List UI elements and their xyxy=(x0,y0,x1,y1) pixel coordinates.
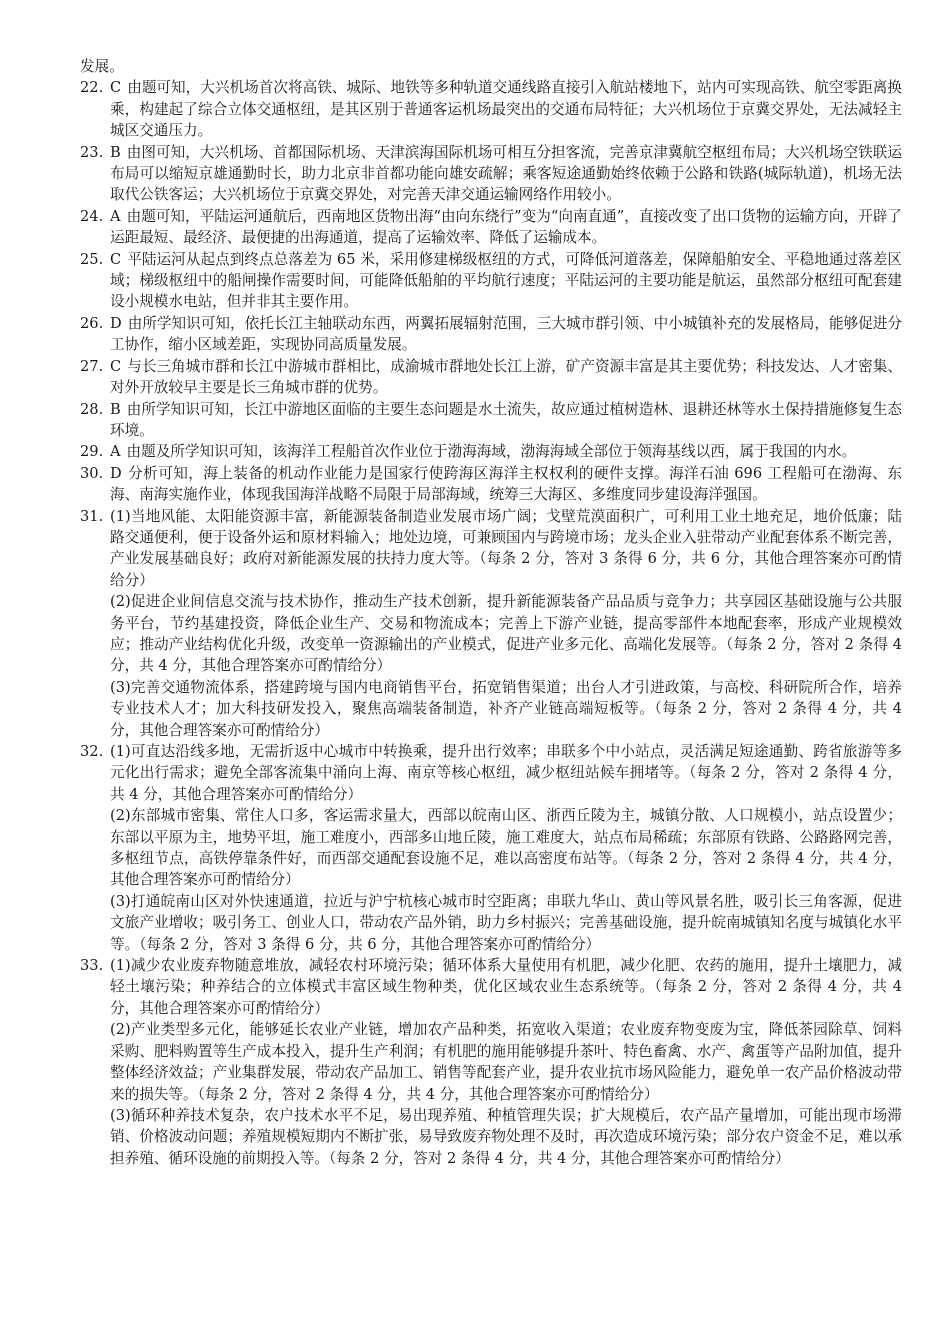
question-number: 28. xyxy=(80,400,104,418)
answer-item-27 xyxy=(80,356,902,399)
answer-explanation: 由图可知，大兴机场、首都国际机场、天津滨海国际机场可相互分担客流，完善京津冀航空枢纽布局；大兴机场空铁联运布局可以缩短京雄通勤时长，助力北京非首都功能向雄安疏解；乘客短途通勤始终依赖于公路和铁路(城际轨道)，机场无法取代公铁客运；大兴机场位于京冀交界处，对完善天津交通运输网络作用较小。 xyxy=(110,143,902,204)
answer-letter: C xyxy=(110,79,122,97)
answer-explanation: 与长三角城市群和长江中游城市群相比，成渝城市群地处长江上游，矿产资源丰富是其主要优势；科技发达、人才密集、对外开放较早主要是长三角城市群的优势。 xyxy=(110,357,902,397)
sub-answer-2: (2)东部城市密集、常住人口多，客运需求量大，西部以皖南山区、浙西丘陵为主，城镇分散、人口规模小，站点设置少；东部以平原为主，地势平坦，施工难度小，西部多山地丘陵，施工难度大，站点布局稀疏；东部原有铁路、公路路网完善，多枢纽节点，高铁停靠条件好，而西部交通配套设施不足，难以高密度布站等。（每条 2 分，答对 2 条得 4 分，共 4 分，其他合理答案亦可酌情给分） xyxy=(110,807,902,889)
sub-answer-3: (3)完善交通物流体系，搭建跨境与国内电商销售平台，拓宽销售渠道；出台人才引进政策，与高校、科研院所合作，培养专业技术人才；加大科技研发投入，聚焦高端装备制造，补齐产业链高端短板等。（每条 2 分，答对 2 条得 4 分，共 4 分，其他合理答案亦可酌情给分） xyxy=(110,678,902,739)
answer-item-24 xyxy=(80,206,902,249)
question-number: 31. xyxy=(80,507,104,525)
intro-text: 发展。 xyxy=(80,58,124,75)
question-number: 23. xyxy=(80,143,104,161)
answer-letter: B xyxy=(110,400,121,418)
sub-answer-1: (1)当地风能、太阳能资源丰富，新能源装备制造业发展市场广阔；戈壁荒漠面积广，可利用工业土地充足，地价低廉；陆路交通便利，便于设备外运和原材料输入；地处边境，可兼顾国内与跨境市场；龙头企业入驻带动产业配套体系不断完善，产业发展基础良好；政府对新能源发展的扶持力度大等。（每条 2 分，答对 3 条得 6 分，共 6 分，其他合理答案亦可酌情给分） xyxy=(110,507,902,589)
choice-answers xyxy=(80,77,902,505)
question-number: 24. xyxy=(80,207,104,225)
question-number: 29. xyxy=(80,443,104,461)
sub-answer-1: (1)减少农业废弃物随意堆放，减轻农村环境污染；循环体系大量使用有机肥，减少化肥、农药的施用，提升土壤肥力，减轻土壤污染；种养结合的立体模式丰富区域生物种类，优化区域农业生态系统等。（每条 2 分，答对 2 条得 4 分，共 4 分，其他合理答案亦可酌情给分） xyxy=(110,957,902,1017)
question-number: 22. xyxy=(80,79,104,97)
question-number: 32. xyxy=(80,743,104,760)
answer-letter: C xyxy=(110,357,122,375)
answer-item-30 xyxy=(80,463,902,506)
question-number: 33. xyxy=(80,957,104,975)
sub-answer-2: (2)产业类型多元化，能够延长农业产业链，增加农产品种类，拓宽收入渠道；农业废弃物变废为宝，降低茶园除草、饲料采购、肥料购置等生产成本投入，提升生产利润；有机肥的施用能够提升茶叶、特色畜禽、水产、禽蛋等产品附加值，提升整体经济效益；产业集群发展，带动农产品加工、销售等配套产业，提升农业抗市场风险能力，避免单一农产品价格波动带来的损失等。（每条 2 分，答对 2 条得 4 分，共 4 分，其他合理答案亦可酌情给分） xyxy=(110,1021,902,1103)
answer-item-32 xyxy=(80,741,902,955)
question-number: 30. xyxy=(80,464,104,482)
answer-explanation: 由题可知，平陆运河通航后，西南地区货物出海“由向东绕行”变为“向南直通”，直接改变了出口货物的运输方向，开辟了运距最短、最经济、最便捷的出海通道，提高了运输效率、降低了运输成本。 xyxy=(110,207,902,247)
question-number: 27. xyxy=(80,357,104,375)
answer-item-29 xyxy=(80,441,902,462)
answer-item-23 xyxy=(80,142,902,206)
answer-item-22 xyxy=(80,77,902,141)
answer-letter: D xyxy=(110,464,122,482)
answer-letter: A xyxy=(110,207,121,225)
sub-answer-3: (3)打通皖南山区对外快速通道，拉近与沪宁杭核心城市时空距离；串联九华山、黄山等风景名胜，吸引长三角客源，促进文旅产业增收；吸引务工、创业人口，带动农产品外销，助力乡村振兴；完善基础设施，提升皖南城镇知名度与城镇化水平等。（每条 2 分，答对 3 条得 6 分，共 6 分，其他合理答案亦可酌情给分） xyxy=(110,892,902,953)
answer-item-25 xyxy=(80,249,902,313)
comprehensive-answers xyxy=(80,506,902,1170)
answer-explanation: 由题及所学知识可知，该海洋工程船首次作业位于渤海海域，渤海海域全部位于领海基线以西，属于我国的内水。 xyxy=(126,443,857,461)
answer-item-26 xyxy=(80,313,902,356)
answer-item-28 xyxy=(80,399,902,442)
answer-explanation: 分析可知，海上装备的机动作业能力是国家行使跨海区海洋主权权利的硬件支撑。海洋石油 696 工程船可在渤海、东海、南海实施作业，体现我国海洋战略不局限于局部海域，统筹三大海区、多维度同步建设海洋强国。 xyxy=(110,464,902,504)
answer-explanation: 由所学知识可知，长江中游地区面临的主要生态问题是水土流失，故应通过植树造林、退耕还林等水土保持措施修复生态环境。 xyxy=(110,400,902,439)
answer-page xyxy=(80,56,902,1169)
answer-letter: D xyxy=(110,314,122,332)
answer-letter: A xyxy=(110,443,121,461)
answer-explanation: 由题可知，大兴机场首次将高铁、城际、地铁等多种轨道交通线路直接引入航站楼地下，站内可实现高铁、航空零距离换乘，构建起了综合立体交通枢纽，是其区别于普通客运机场最突出的交通布局特征；大兴机场位于京冀交界处，无法减轻主城区交通压力。 xyxy=(110,79,902,140)
sub-answer-1: (1)可直达沿线多地，无需折返中心城市中转换乘，提升出行效率；串联多个中小站点，灵活满足短途通勤、跨省旅游等多元化出行需求；避免全部客流集中涌向上海、南京等核心枢纽，减少枢纽站候车拥堵等。（每条 2 分，答对 2 条得 4 分，共 4 分，其他合理答案亦可酌情给分） xyxy=(110,743,902,803)
answer-letter: C xyxy=(110,250,122,268)
question-number: 26. xyxy=(80,314,104,332)
answer-explanation: 由所学知识可知，依托长江主轴联动东西，两翼拓展辐射范围，三大城市群引领、中小城镇补充的发展格局，能够促进分工协作，缩小区域差距，实现协同高质量发展。 xyxy=(110,314,902,354)
sub-answer-3: (3)循环种养技术复杂，农户技术水平不足，易出现养殖、种植管理失误；扩大规模后，农产品产量增加，可能出现市场滞销、价格波动问题；养殖规模短期内不断扩张，易导致废弃物处理不及时，再次造成环境污染；部分农户资金不足，难以承担养殖、循环设施的前期投入等。（每条 2 分，答对 2 条得 4 分，共 4 分，其他合理答案亦可酌情给分） xyxy=(110,1106,902,1167)
answer-item-31 xyxy=(80,506,902,741)
question-number: 25. xyxy=(80,250,104,268)
sub-answer-2: (2)促进企业间信息交流与技术协作，推动生产技术创新，提升新能源装备产品品质与竞争力；共享园区基础设施与公共服务平台，节约基建投资，降低企业生产、交易和物流成本；完善上下游产业链，提高零部件本地配套率，形成产业规模效应；推动产业结构优化升级，改变单一资源输出的产业模式，促进产业多元化、高端化发展等。（每条 2 分，答对 2 条得 4 分，共 4 分，其他合理答案亦可酌情给分） xyxy=(110,593,902,675)
answer-letter: B xyxy=(110,143,121,161)
answer-item-33 xyxy=(80,955,902,1169)
answer-explanation: 平陆运河从起点到终点总落差为 65 米，采用修建梯级枢纽的方式，可降低河道落差，保障船舶安全、平稳地通过落差区域；梯级枢纽中的船闸操作需要时间，可能降低船舶的平均航行速度；平陆运河的主要功能是航运，虽然部分枢纽可配套建设小规模水电站，但并非其主要作用。 xyxy=(110,250,902,311)
